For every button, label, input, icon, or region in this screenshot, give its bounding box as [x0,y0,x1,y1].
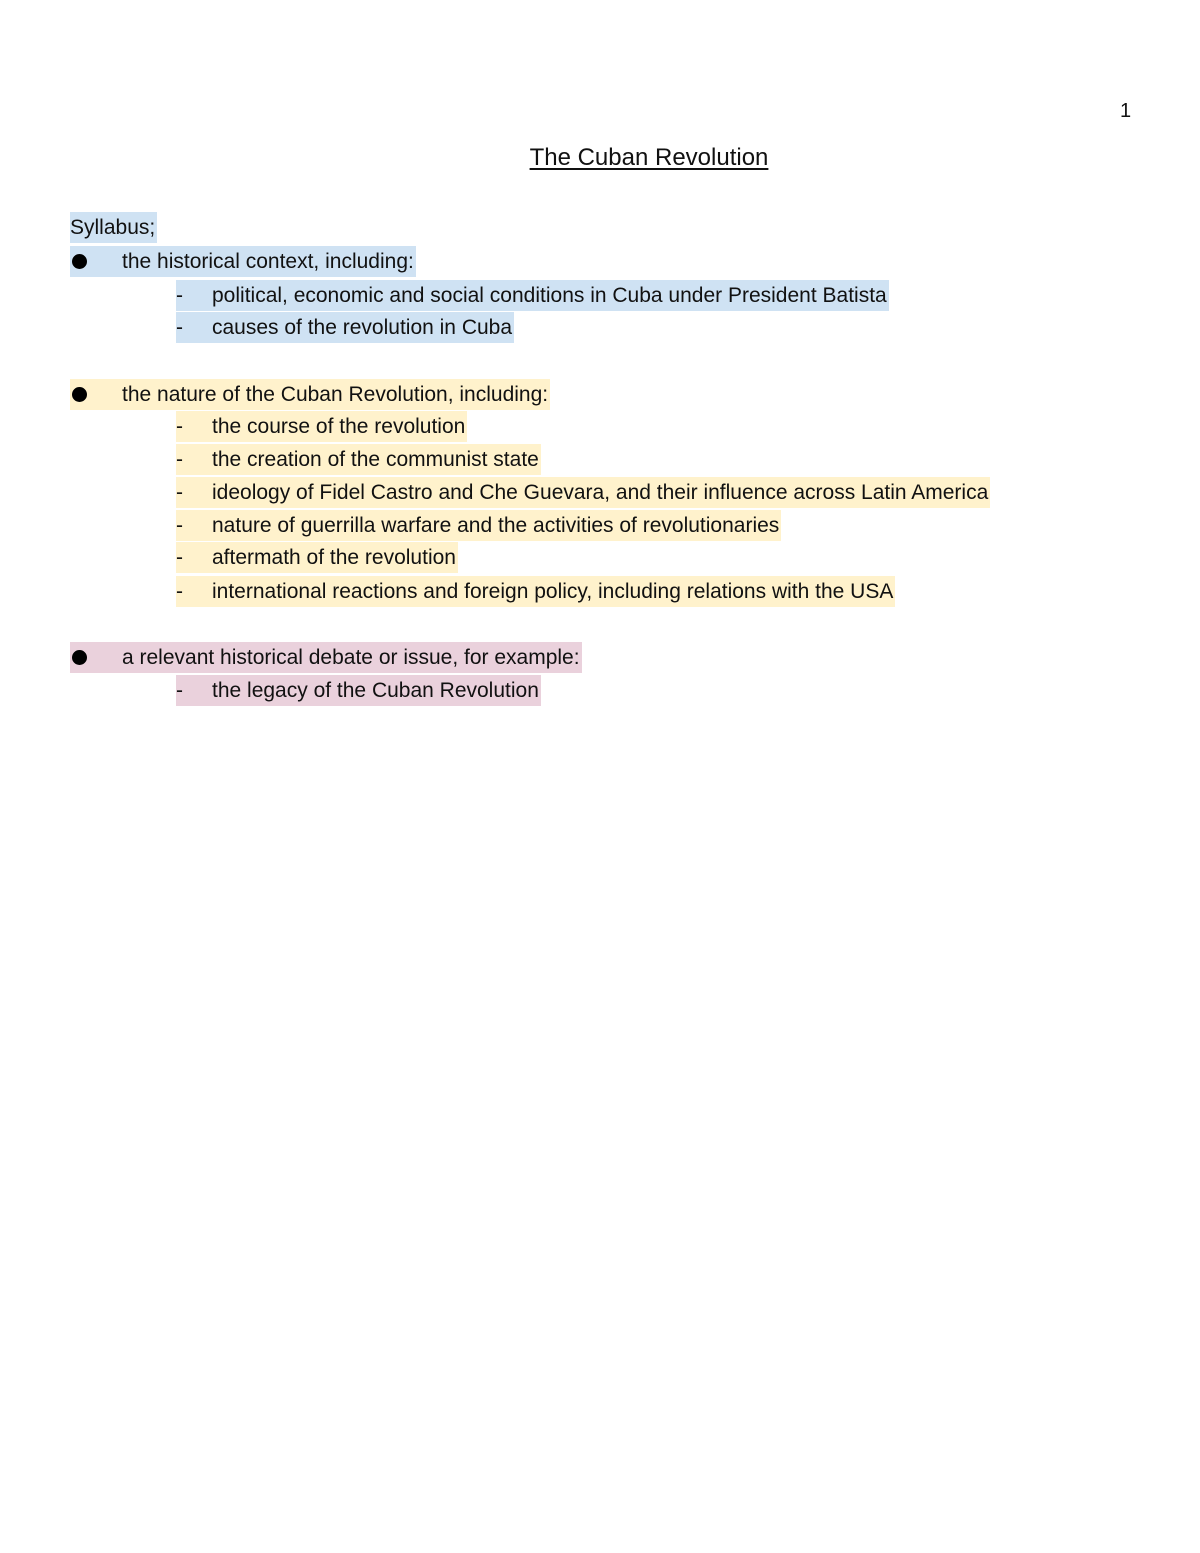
sub-item [176,312,514,343]
bullet-highlight [70,246,416,277]
sub-item-text: the legacy of the Cuban Revolution [212,679,539,702]
sub-item [176,510,781,541]
sub-item-text: nature of guerrilla warfare and the activities of revolutionaries [212,514,780,537]
sub-item-text: aftermath of the revolution [212,546,456,569]
bullet-item-historical-context [70,246,416,277]
dash-icon: - [176,580,183,603]
sub-item-highlight [176,444,541,475]
dash-icon: - [176,546,183,569]
bullet-text: the historical context, including: [122,250,414,273]
sub-item [176,477,990,508]
bullet-highlight [70,642,582,673]
sub-item-highlight [176,477,990,508]
sub-item [176,576,895,607]
sub-item-highlight [176,510,781,541]
bullet-icon [72,254,87,269]
bullet-item-debate [70,642,582,673]
dash-icon: - [176,316,183,339]
sub-item-text: international reactions and foreign policy, including relations with the USA [212,580,894,603]
sub-item-text: the creation of the communist state [212,448,539,471]
dash-icon: - [176,481,183,504]
sub-item-highlight [176,675,541,706]
sub-item-text: ideology of Fidel Castro and Che Guevara, and their influence across Latin America [212,481,989,504]
bullet-text: the nature of the Cuban Revolution, including: [122,383,549,406]
dash-icon: - [176,448,183,471]
sub-item-highlight [176,312,514,343]
sub-item-highlight [176,280,889,311]
syllabus-heading-text: Syllabus; [70,212,157,243]
page-title: The Cuban Revolution [529,144,769,171]
sub-item-text: political, economic and social conditions in Cuba under President Batista [212,284,887,307]
sub-item [176,542,458,573]
bullet-item-nature [70,379,550,410]
sub-item-text: causes of the revolution in Cuba [212,316,513,339]
sub-item-highlight [176,411,467,442]
dash-icon: - [176,284,183,307]
sub-item [176,280,889,311]
sub-item-text: the course of the revolution [212,415,466,438]
sub-item-highlight [176,542,458,573]
dash-icon: - [176,514,183,537]
sub-item-highlight [176,576,895,607]
bullet-text: a relevant historical debate or issue, for example: [122,646,580,669]
sub-item [176,444,541,475]
bullet-highlight [70,379,550,410]
dash-icon: - [176,679,183,702]
page-number: 1 [1120,100,1132,122]
syllabus-heading [70,212,157,243]
sub-item [176,411,467,442]
bullet-icon [72,650,87,665]
dash-icon: - [176,415,183,438]
bullet-icon [72,387,87,402]
sub-item [176,675,541,706]
